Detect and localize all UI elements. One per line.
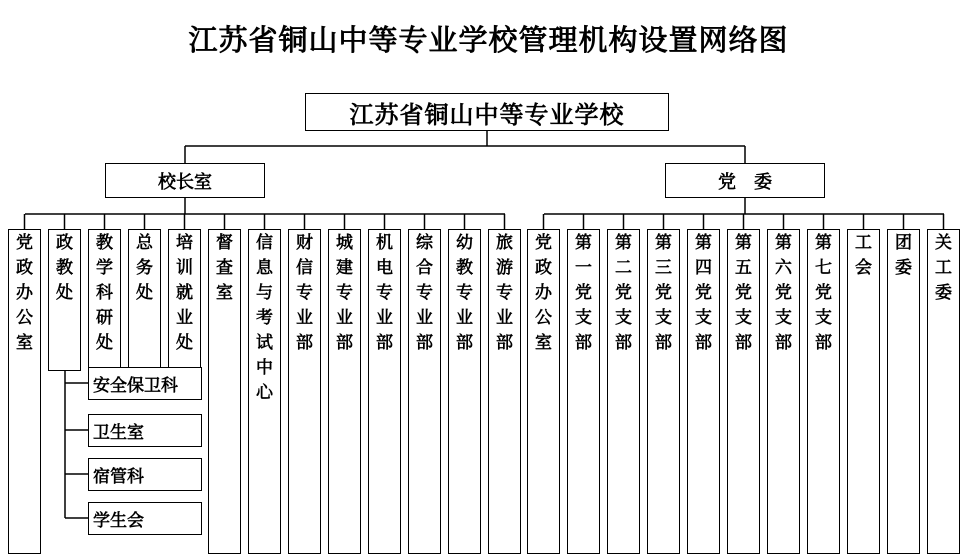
right_depts-dept-5: 第 五 党 支 部 (727, 229, 760, 554)
right_depts-dept-6: 第 六 党 支 部 (767, 229, 800, 554)
right_depts-dept-8: 工 会 (847, 229, 880, 554)
left_depts-dept-4: 培 训 就 业 处 (168, 229, 201, 371)
left_depts-dept-12: 旅 游 专 业 部 (488, 229, 521, 554)
right_depts-dept-0: 党 政 办 公 室 (527, 229, 560, 554)
sub-unit-clinic: 卫生室 (88, 414, 202, 447)
right_depts-dept-4: 第 四 党 支 部 (687, 229, 720, 554)
sub-unit-dorm: 宿管科 (88, 458, 202, 491)
left_depts-dept-5: 督 查 室 (208, 229, 241, 554)
root-school-box: 江苏省铜山中等专业学校 (305, 93, 669, 131)
left_depts-dept-11: 幼 教 专 业 部 (448, 229, 481, 554)
left_depts-dept-6: 信 息 与 考 试 中 心 (248, 229, 281, 554)
left_depts-dept-7: 财 信 专 业 部 (288, 229, 321, 554)
left_depts-dept-3: 总 务 处 (128, 229, 161, 371)
right_depts-dept-2: 第 二 党 支 部 (607, 229, 640, 554)
right_depts-dept-10: 关 工 委 (927, 229, 960, 554)
sub-unit-security: 安全保卫科 (88, 367, 202, 400)
left_depts-dept-8: 城 建 专 业 部 (328, 229, 361, 554)
right_depts-dept-1: 第 一 党 支 部 (567, 229, 600, 554)
party-committee-box: 党 委 (665, 163, 825, 198)
left_depts-dept-1: 政 教 处 (48, 229, 81, 371)
right_depts-dept-3: 第 三 党 支 部 (647, 229, 680, 554)
left_depts-dept-9: 机 电 专 业 部 (368, 229, 401, 554)
right_depts-dept-9: 团 委 (887, 229, 920, 554)
principal-office-box: 校长室 (105, 163, 265, 198)
sub-unit-student-union: 学生会 (88, 502, 202, 535)
left_depts-dept-10: 综 合 专 业 部 (408, 229, 441, 554)
right_depts-dept-7: 第 七 党 支 部 (807, 229, 840, 554)
left_depts-dept-0: 党 政 办 公 室 (8, 229, 41, 554)
left_depts-dept-2: 教 学 科 研 处 (88, 229, 121, 371)
page-title: 江苏省铜山中等专业学校管理机构设置网络图 (188, 23, 789, 57)
